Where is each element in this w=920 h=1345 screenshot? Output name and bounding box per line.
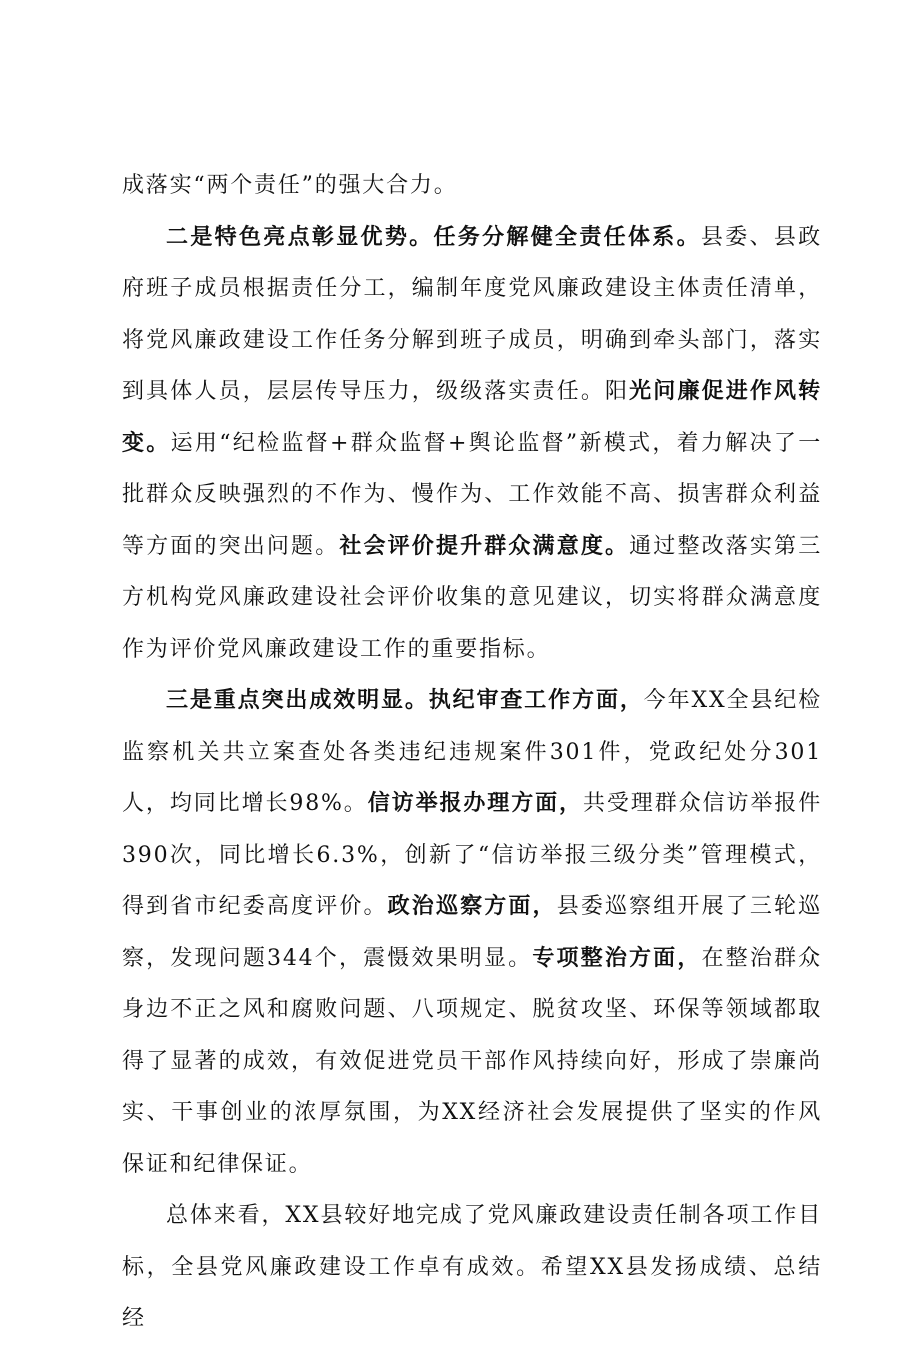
body-text: 总体来看，XX县较好地完成了党风廉政建设责任制各项工作目标，全县党风廉政建设工作卓有成效。希望XX县发扬成绩、总结经 (122, 1203, 822, 1331)
bold-heading-text: 社会评价提升群众满意度。 (339, 532, 630, 559)
bold-heading-text: 信访举报办理方面， (367, 790, 583, 816)
paragraph (122, 160, 822, 212)
paragraph (122, 212, 822, 676)
body-text: 共受理群众信访举报件390次，同比增长6.3%，创新了“信访举报三级分类”管理模式，得到省市纪委高度评价。 (122, 791, 822, 919)
body-text: 县委巡察组开展了三轮巡察，发现问题344个，震慑效果明显。 (122, 894, 822, 971)
paragraph (122, 1190, 822, 1345)
body-text: 今年XX全县纪检监察机关共立案查处各类违纪违规案件301件，党政纪处分301人，均同比增长98%。 (122, 688, 822, 816)
bold-heading-text: 专项整治方面， (532, 944, 702, 971)
bold-heading-text: 三是重点突出成效明显。执纪审查工作方面， (166, 687, 644, 713)
body-text: 成落实“两个责任”的强大合力。 (122, 173, 458, 198)
bold-heading-text: 政治巡察方面， (387, 893, 557, 919)
bold-heading-text: 二是特色亮点彰显优势。任务分解健全责任体系。 (166, 223, 701, 250)
body-text: 县委、县政府班子成员根据责任分工，编制年度党风廉政建设主体责任清单，将党风廉政建设工作任务分解到班子成员，明确到牵头部门，落实到具体人员，层层传导压力，级级落实责任。阳 (122, 224, 822, 404)
bold-heading-text: 光问廉促进作风转变。 (122, 378, 822, 456)
document-body (122, 160, 822, 1345)
body-text: 通过整改落实第三方机构党风廉政建设社会评价收集的意见建议，切实将群众满意度作为评价党风廉政建设工作的重要指标。 (122, 533, 823, 662)
paragraph (122, 675, 822, 1190)
body-text: 运用“纪检监督+群众监督+舆论监督”新模式，着力解决了一批群众反映强烈的不作为、慢作为、工作效能不高、损害群众利益等方面的突出问题。 (122, 430, 822, 559)
body-text: 在整治群众身边不正之风和腐败问题、八项规定、脱贫攻坚、环保等领域都取得了显著的成效，有效促进党员干部作风持续向好，形成了崇廉尚实、干事创业的浓厚氛围，为XX经济社会发展提供了坚实的作风保证和纪律保证。 (122, 945, 822, 1177)
